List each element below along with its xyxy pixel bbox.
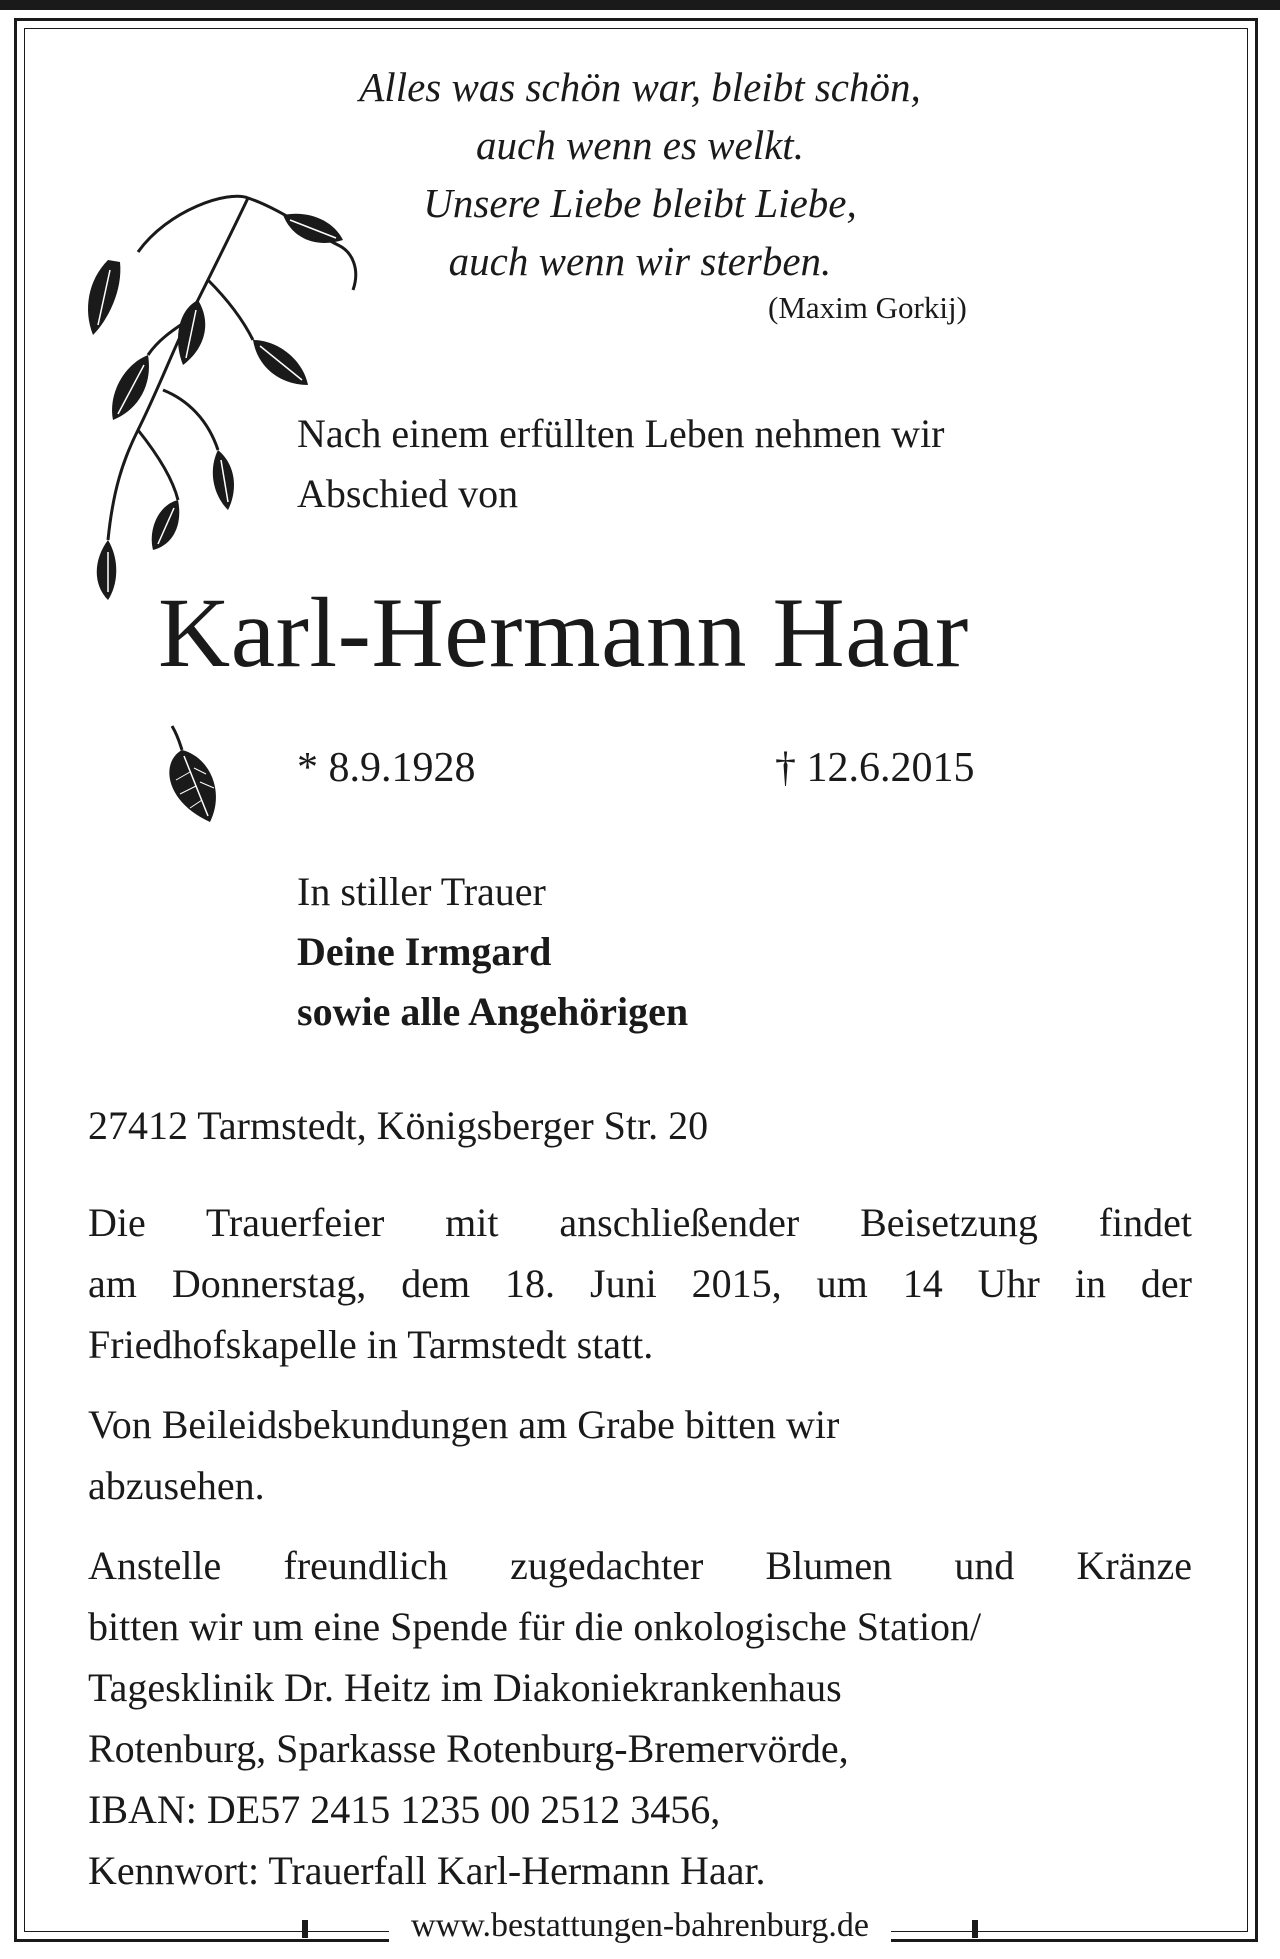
mourner-name: Deine Irmgard: [297, 929, 552, 974]
donation-paragraph: [88, 1535, 1192, 1901]
quote-line: Unsere Liebe bleibt Liebe,: [423, 180, 857, 226]
paragraph-line: IBAN: DE57 2415 1235 00 2512 3456,: [88, 1787, 721, 1832]
intro-line: Abschied von: [297, 471, 519, 516]
paragraph-line: bitten wir um eine Spende für die onkologische Station/: [88, 1604, 982, 1649]
single-leaf-icon: [160, 722, 230, 832]
quote-line: auch wenn es welkt.: [476, 122, 804, 168]
paragraph-line: Anstelle freundlich zugedachter Blumen und Kränze: [88, 1543, 1192, 1588]
paragraph-line: am Donnerstag, dem 18. Juni 2015, um 14 Uhr in der: [88, 1261, 1192, 1306]
address: 27412 Tarmstedt, Königsberger Str. 20: [88, 1103, 709, 1148]
death-date: † 12.6.2015: [775, 745, 975, 791]
top-rule: [0, 0, 1280, 10]
intro-line: Nach einem erfüllten Leben nehmen wir: [297, 411, 945, 456]
quote-line: Alles was schön war, bleibt schön,: [359, 64, 921, 110]
mourners-block: [297, 862, 688, 1042]
paragraph-line: Tagesklinik Dr. Heitz im Diakoniekrankenhaus: [88, 1665, 842, 1710]
paragraph-line: Rotenburg, Sparkasse Rotenburg-Bremervörde,: [88, 1726, 849, 1771]
paragraph-line: Kennwort: Trauerfall Karl-Hermann Haar.: [88, 1848, 766, 1893]
quote-author: (Maxim Gorkij): [768, 290, 967, 325]
condolence-paragraph: [88, 1394, 1192, 1516]
footer-url-link[interactable]: www.bestattungen-bahrenburg.de: [389, 1907, 891, 1944]
mourner-relatives: sowie alle Angehörigen: [297, 989, 689, 1034]
birth-date: * 8.9.1928: [297, 745, 476, 791]
ceremony-paragraph: [88, 1192, 1192, 1375]
paragraph-line: Die Trauerfeier mit anschließender Beisetzung findet: [88, 1200, 1192, 1245]
poem-quote: [0, 58, 1280, 290]
footer: [0, 1907, 1280, 1945]
paragraph-line: Von Beileidsbekundungen am Grabe bitten wir: [88, 1402, 840, 1447]
quote-line: auch wenn wir sterben.: [448, 238, 832, 284]
paragraph-line: abzusehen.: [88, 1463, 265, 1508]
deceased-name: Karl-Hermann Haar: [158, 577, 969, 688]
intro-text: [297, 404, 1147, 524]
mourning-line: In stiller Trauer: [297, 869, 546, 914]
paragraph-line: Friedhofskapelle in Tarmstedt statt.: [88, 1322, 654, 1367]
